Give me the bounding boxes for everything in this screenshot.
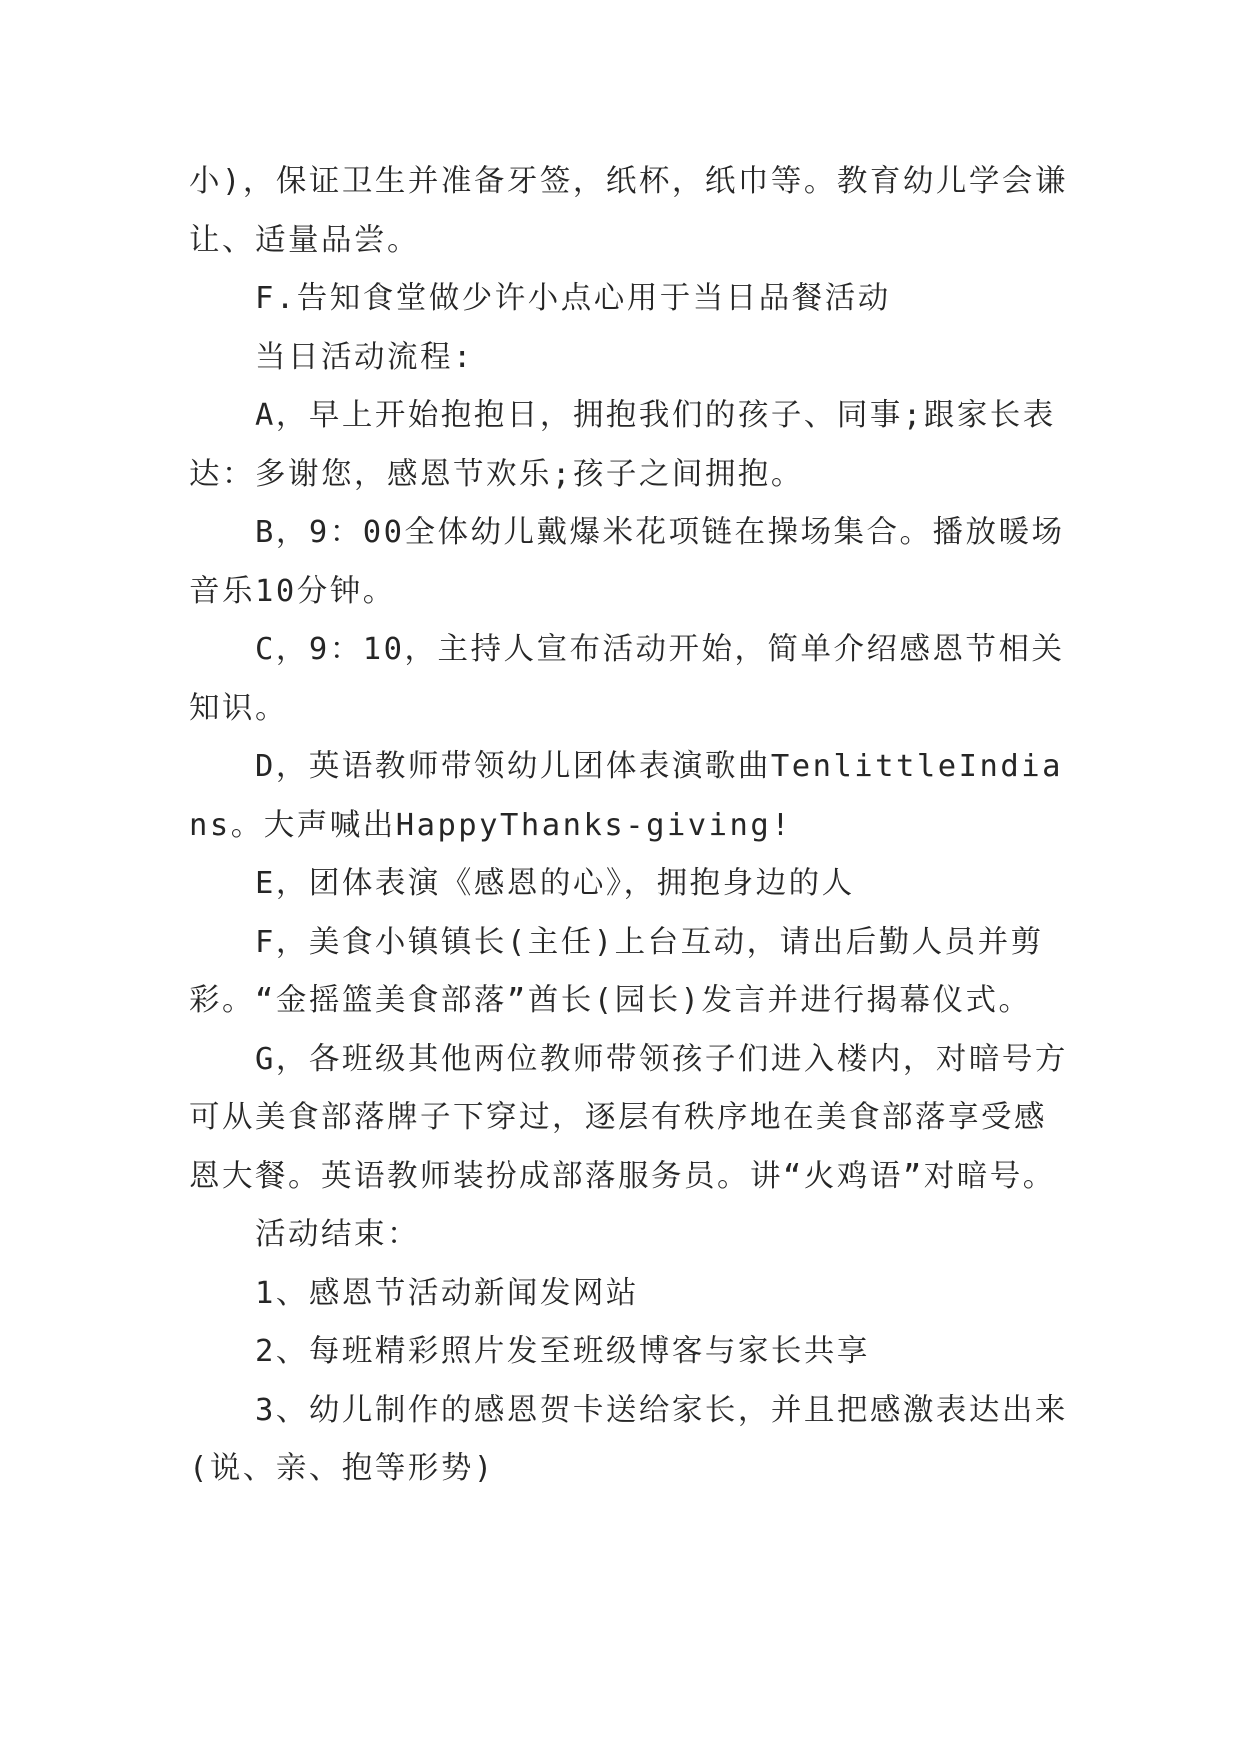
- paragraph-step-e: E，团体表演《感恩的心》，拥抱身边的人: [255, 866, 855, 901]
- section-heading-ending: 活动结束：: [255, 1217, 420, 1252]
- document-page: [189, 153, 1069, 1499]
- paragraph-continuation: 小)，保证卫生并准备牙签，纸杯，纸巾等。教育幼儿学会谦让、适量品尝。: [189, 164, 1068, 258]
- list-item-1: 1、感恩节活动新闻发网站: [255, 1275, 639, 1311]
- paragraph-step-d: D，英语教师带领幼儿团体表演歌曲TenlittleIndians。大声喊出HappyThanks-giving!: [189, 749, 1063, 843]
- paragraph-step-a: A，早上开始抱抱日，拥抱我们的孩子、同事;跟家长表达：多谢您，感恩节欢乐;孩子之间拥抱。: [189, 398, 1056, 492]
- paragraph-step-b: B，9：00全体幼儿戴爆米花项链在操场集合。播放暖场音乐10分钟。: [189, 515, 1065, 609]
- paragraph-item-f-kitchen: F.告知食堂做少许小点心用于当日品餐活动: [255, 281, 891, 316]
- list-item-3: 3、幼儿制作的感恩贺卡送给家长，并且把感激表达出来(说、亲、抱等形势): [189, 1392, 1068, 1486]
- list-item-2: 2、每班精彩照片发至班级博客与家长共享: [255, 1334, 870, 1369]
- section-heading-schedule: 当日活动流程:: [255, 339, 474, 375]
- paragraph-step-f: F，美食小镇镇长(主任)上台互动，请出后勤人员并剪彩。“金摇篮美食部落”酋长(园长)发言并进行揭幕仪式。: [189, 924, 1044, 1018]
- paragraph-step-g: G，各班级其他两位教师带领孩子们进入楼内，对暗号方可从美食部落牌子下穿过，逐层有秩序地在美食部落享受感恩大餐。英语教师装扮成部落服务员。讲“火鸡语”对暗号。: [189, 1041, 1068, 1194]
- paragraph-step-c: C，9：10，主持人宣布活动开始，简单介绍感恩节相关知识。: [189, 632, 1065, 726]
